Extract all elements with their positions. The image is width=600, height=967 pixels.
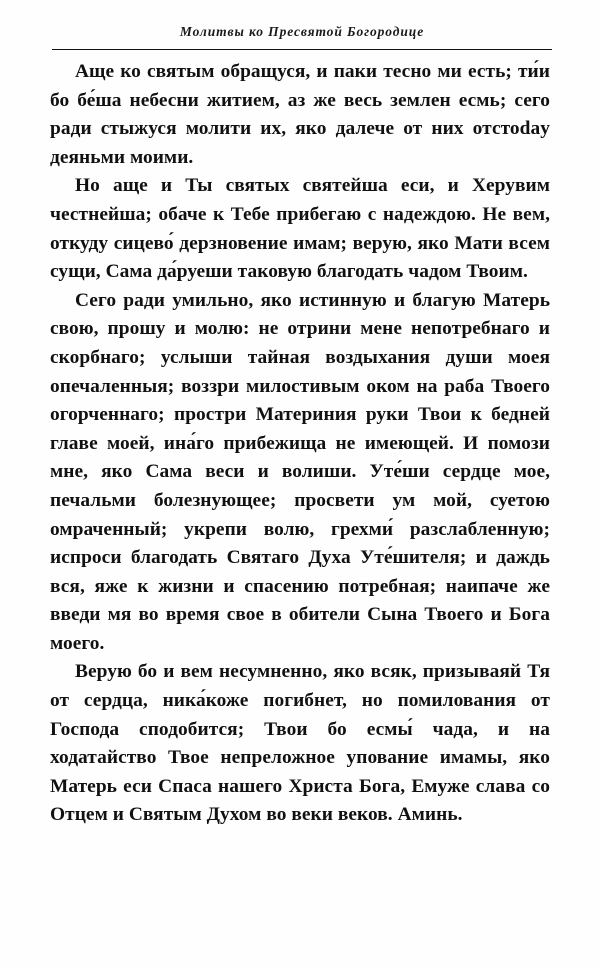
paragraph: Верую бо и вем несумненно, яко всяк, призываяй Тя от сердца, ника́коже погибнет, но помилования от Господа сподобится; Твои бо есмы́ чада, и на ходатайство Твое непреложное упование имамы, яко Матерь еси Спаса нашего Христа Бога, Емуже слава со Отцем и Святым Духом во веки веков. Аминь.: [50, 661, 550, 826]
header-rule: [52, 49, 552, 50]
paragraph: Но аще и Ты святых святейша еси, и Херувим честнейша; обаче к Тебе прибегаю с надеждою. Не вем, откуду сицево́ дерзновение имам; верую, яко Мати всем сущи, Сама да́руеши таковую благодать чадом Твоим.: [50, 175, 550, 283]
body-text-block: [50, 58, 550, 830]
running-head: Молитвы ко Пресвятой Богородице: [179, 24, 425, 39]
paragraph: Аще ко святым обращуся, и паки тесно ми есть; ти́и бо бе́ша небесни житием, аз же весь землен есмь; сего ради стыжуся молити их, яко далече от них отстоday деяньми моими.: [50, 61, 550, 168]
paragraph: Сего ради умильно, яко истинную и благую Матерь свою, прошу и молю: не отрини мене непотребнаго и скорбнаго; услыши тайная воздыхания души моея опечаленныя; воззри милостивым оком на раба Твоего огорченнаго; простри Материния руки Твои к бедней главе моей, ина́го прибежища не имеющей. И помози мне, яко Сама веси и волиши. Уте́ши сердце мое, печальми болезнующее; просвети ум мой, суетою омраченный; укрепи волю, грехми́ разслабленную; испроси благодать Святаго Духа Уте́шителя; и даждь вся, яже к жизни и спасению потребная; наипаче же введи мя во время свое в обители Сына Твоего и Бога моего.: [50, 289, 550, 654]
